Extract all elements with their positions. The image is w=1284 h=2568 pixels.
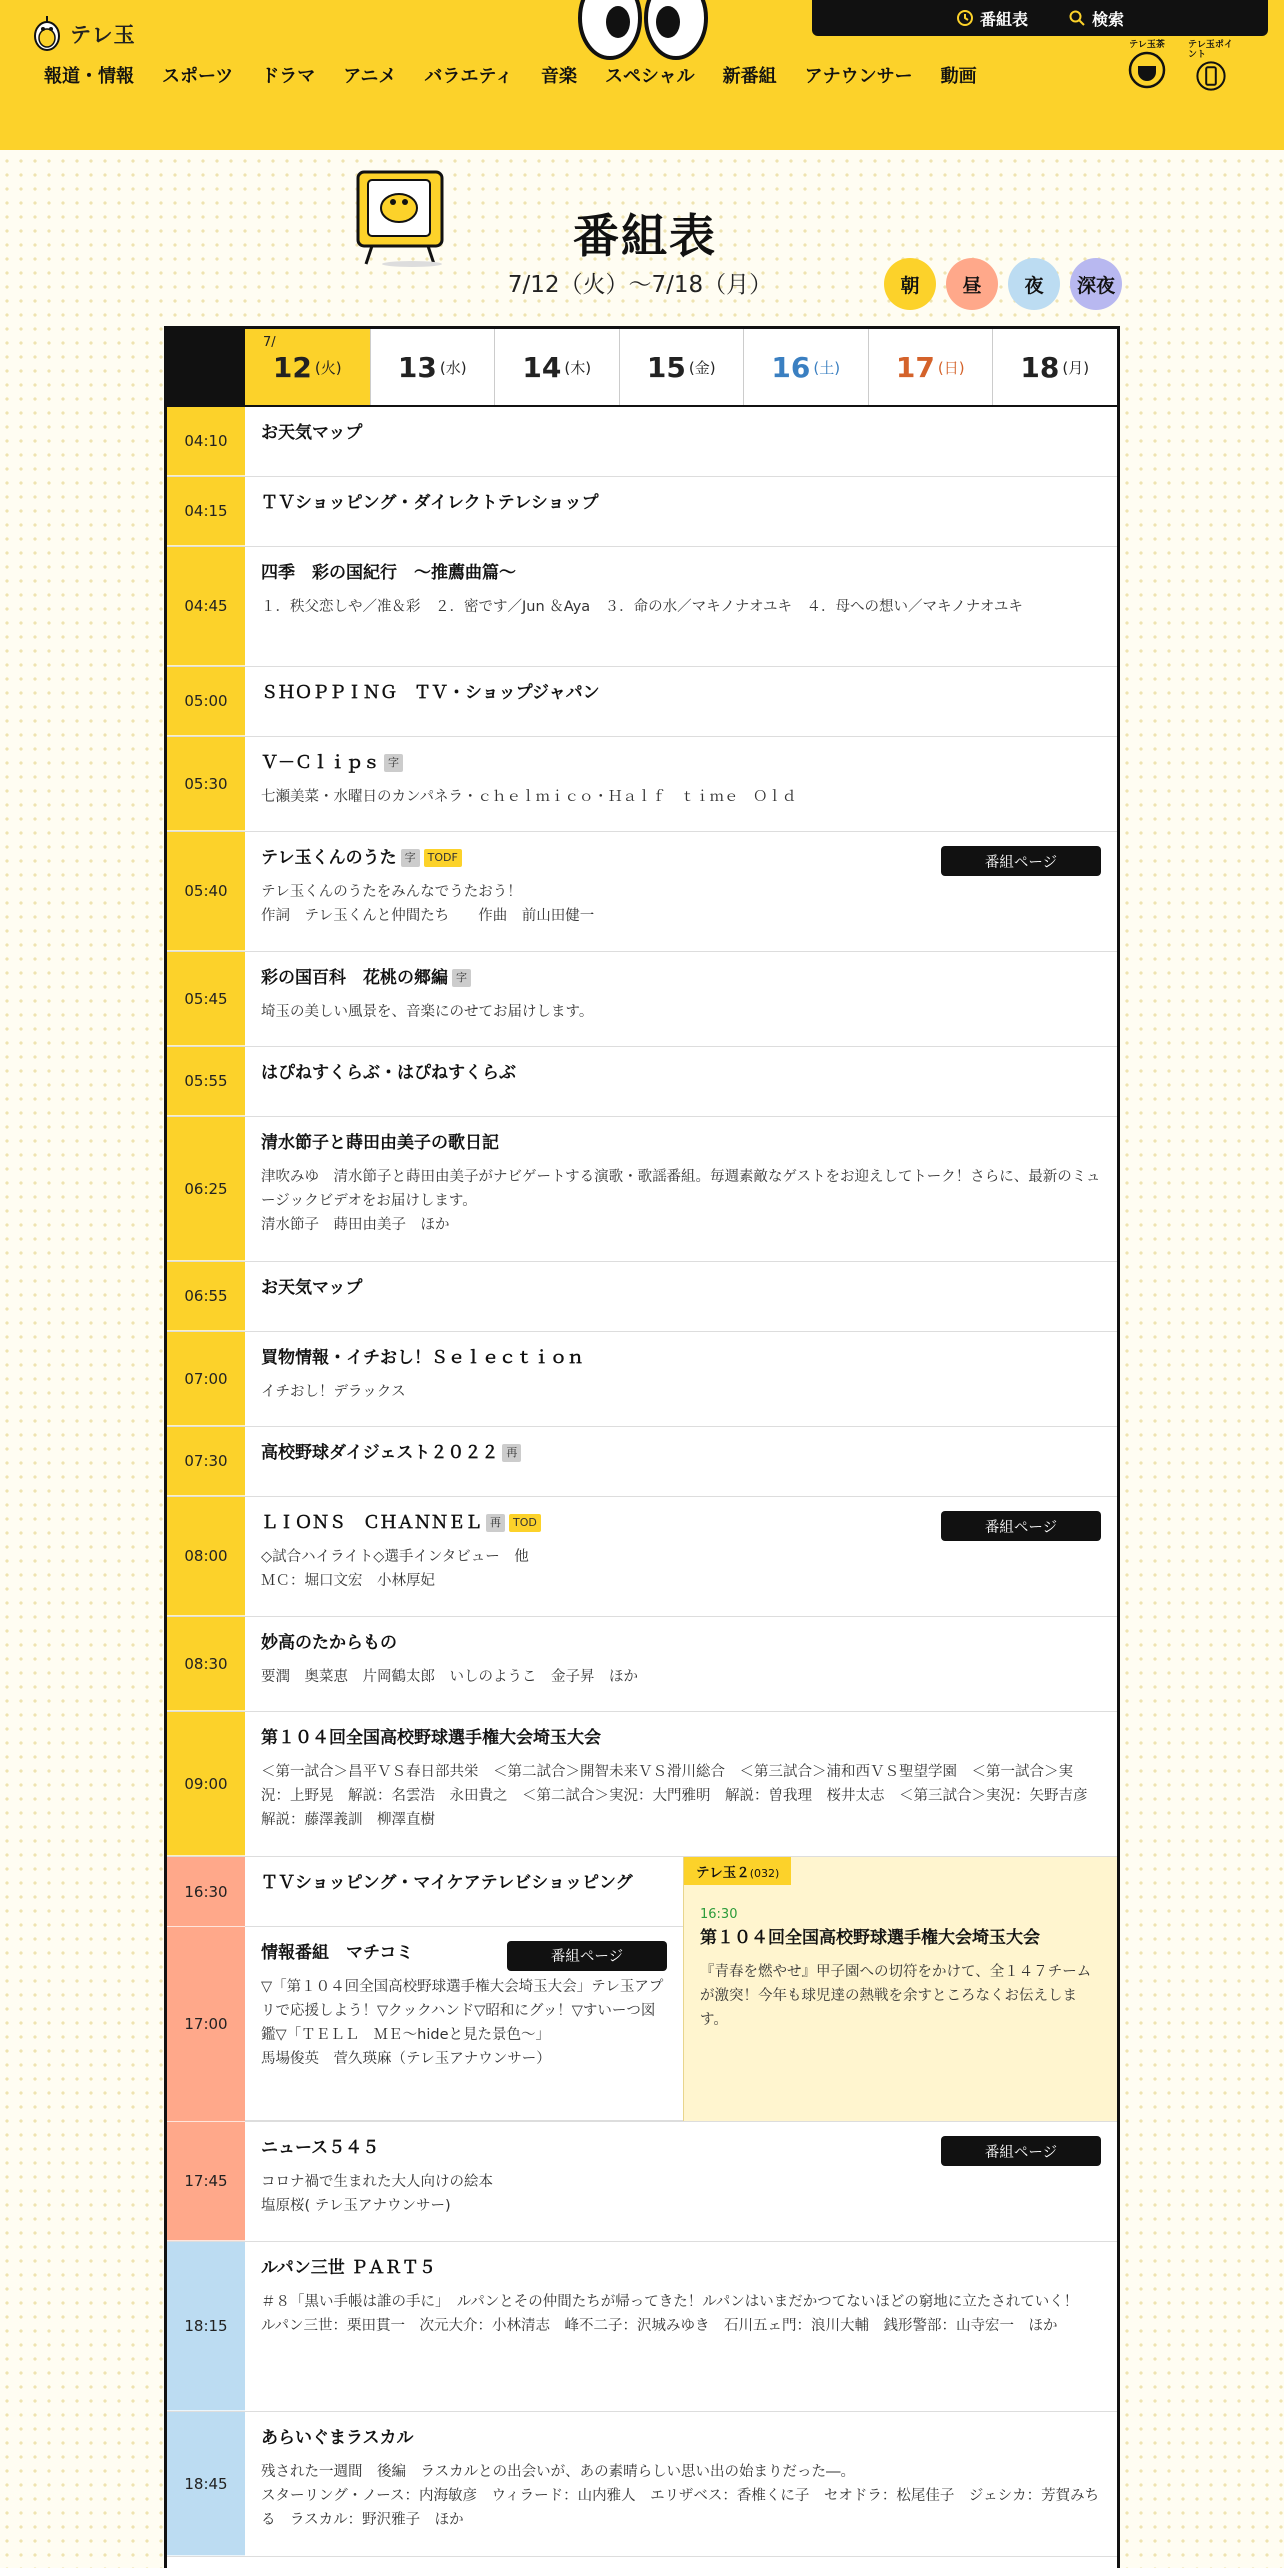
program-title[interactable]: [261, 751, 1101, 775]
program-row: [167, 1117, 1117, 1262]
tv-mascot-icon: [352, 168, 456, 268]
nav-item-news[interactable]: 報道・情報: [44, 66, 134, 87]
nav-item-special[interactable]: スペシャル: [604, 66, 695, 87]
day-tab-weekday: (日): [937, 358, 965, 377]
header-zigzag-edge: [0, 128, 1284, 148]
program-cell: [245, 832, 1117, 951]
date-range: 7/12（火）〜7/18（月）: [507, 272, 773, 298]
tele-tama-mascot-icon: [30, 14, 64, 54]
program-cell: [245, 952, 1117, 1046]
sub-channel-badge: [684, 1857, 791, 1885]
rerun-badge: 再: [486, 1514, 505, 1532]
program-description: １．秩父恋しや／准＆彩 ２．密です／Jun ＆Aya ３．命の水／マキノナオユキ ４．母への想い／マキノナオユキ: [261, 599, 1023, 615]
program-row: [167, 1262, 1117, 1332]
sub-program-time: 16:30: [700, 1907, 738, 1922]
search-link-label: 検索: [1092, 9, 1125, 29]
time-slot: 04:45: [167, 547, 245, 666]
day-tab-weekday: (水): [439, 358, 467, 377]
time-slot: 06:55: [167, 1262, 245, 1331]
sub-channel-column[interactable]: [683, 1857, 1117, 2121]
day-tab-13[interactable]: [370, 329, 495, 405]
nav-item-drama[interactable]: ドラマ: [261, 66, 316, 87]
search-icon: [1068, 9, 1086, 27]
program-title[interactable]: [261, 1276, 1101, 1300]
program-page-button[interactable]: 番組ページ: [941, 846, 1101, 876]
subtitle-badge: 字: [384, 754, 403, 772]
time-slot: 09:00: [167, 1712, 245, 1856]
program-title[interactable]: [261, 1346, 1101, 1370]
program-row: [167, 1617, 1117, 1712]
day-tab-16[interactable]: [743, 329, 868, 405]
program-cell: [245, 1857, 683, 1927]
nav-item-variety[interactable]: バラエティ: [424, 66, 513, 87]
subtitle-badge: 字: [452, 969, 471, 987]
program-title-text: 四季 彩の国紀行 ～推薦曲篇～: [261, 563, 516, 583]
day-tab-number: 12: [272, 350, 312, 384]
program-cell: [245, 1117, 1117, 1261]
day-tabs-corner: [167, 329, 245, 405]
program-cell: [245, 667, 1117, 736]
program-row: [167, 1332, 1117, 1427]
split-channel-row: [245, 1857, 1117, 2121]
day-tab-weekday: (土): [813, 358, 841, 377]
program-cell: [245, 477, 1117, 546]
day-tab-12[interactable]: [245, 329, 370, 405]
tele-tama-point-caption: テレ玉ポイント: [1188, 40, 1233, 60]
time-of-day-filters: [884, 258, 1122, 310]
nav-item-announcers[interactable]: アナウンサー: [804, 66, 913, 87]
top-utility-bar: [812, 0, 1268, 36]
day-tab-weekday: (木): [564, 358, 592, 377]
program-title-text: テレ玉くんのうた: [261, 848, 397, 868]
program-title-text: 妙高のたからもの: [261, 1633, 397, 1653]
sub-program-title[interactable]: 第１０４回全国高校野球選手権大会埼玉大会: [700, 1928, 1040, 1948]
logo-text: テレ玉: [70, 23, 136, 47]
program-row: [167, 1427, 1117, 1497]
nav-item-music[interactable]: 音楽: [540, 66, 577, 87]
program-title-text: はぴねすくらぶ・はぴねすくらぶ: [261, 1063, 516, 1083]
time-slot: 07:00: [167, 1332, 245, 1426]
program-cell: [245, 1427, 1117, 1496]
tele-tama-point-link[interactable]: [1188, 40, 1234, 92]
program-cell: [245, 1712, 1117, 1856]
sub-channel-name: テレ玉２: [696, 1865, 750, 1881]
program-title-text: お天気マップ: [261, 423, 363, 443]
program-row: [167, 547, 1117, 667]
program-title-text: 第１０４回全国高校野球選手権大会埼玉大会: [261, 1728, 601, 1748]
nav-item-video[interactable]: 動画: [940, 66, 977, 87]
program-title[interactable]: [261, 1871, 667, 1895]
day-tab-14[interactable]: [494, 329, 619, 405]
program-description: コロナ禍で生まれた大人向けの絵本 塩原桜( テレ玉アナウンサー): [261, 2174, 493, 2214]
program-cell: [245, 2242, 1117, 2411]
program-row: [167, 2412, 1117, 2557]
program-title-text: ルパン三世 ＰＡＲＴ５: [261, 2258, 436, 2278]
program-cell: [245, 1497, 1117, 1616]
program-page-button[interactable]: 番組ページ: [507, 1941, 667, 1971]
program-row: [167, 737, 1117, 832]
program-title-text: ＴＶショッピング・ダイレクトテレショップ: [261, 493, 599, 513]
site-logo[interactable]: [30, 14, 136, 54]
schedule-link-label: 番組表: [979, 9, 1028, 29]
day-tabs: [167, 329, 1117, 407]
smartphone-icon: [1191, 60, 1231, 92]
day-tab-number: 14: [522, 350, 562, 384]
schedule-link[interactable]: [956, 7, 1028, 30]
day-tab-15[interactable]: [619, 329, 744, 405]
filter-morning-button[interactable]: 朝: [884, 258, 936, 310]
program-title-text: ＳＨＯＰＰＩＮＧ ＴＶ・ショップジャパン: [261, 683, 600, 703]
time-slot: 05:00: [167, 667, 245, 736]
program-title-text: Ｖ－Ｃｌｉｐｓ: [261, 753, 380, 773]
nav-item-new-programs[interactable]: 新番組: [722, 66, 777, 87]
day-tab-number: 13: [397, 350, 437, 384]
main-channel-column: [245, 1857, 683, 2121]
program-description: イチおし！デラックス: [261, 1384, 406, 1400]
program-description: 七瀬美菜・水曜日のカンパネラ・ｃｈｅｌｍｉｃｏ・Ｈａｌｆ ｔｉｍｅ Ｏｌｄ: [261, 789, 797, 805]
program-cell: [245, 2412, 1117, 2556]
nav-item-anime[interactable]: アニメ: [343, 66, 397, 87]
program-row: [167, 952, 1117, 1047]
program-description: 残された一週間 後編 ラスカルとの出会いが、あの素晴らしい思い出の始まりだった―。 スターリング・ノース：内海敏彦 ウィラード：山内雅人 エリザベス：香椎くに子 セオドラ：松尾佳子 ジェシカ：芳賀みちる ラスカル：野沢雅子 ほか: [261, 2464, 1100, 2528]
day-tab-number: 16: [771, 350, 811, 384]
program-title-text: ＬＩＯＮＳ ＣＨＡＮＮＥＬ: [261, 1513, 482, 1533]
program-cell: [245, 1262, 1117, 1331]
program-title[interactable]: [261, 491, 1101, 515]
nav-icon-group: [1124, 40, 1234, 92]
program-row: [167, 1857, 1117, 2122]
program-description: テレ玉くんのうたをみんなでうたおう！ 作詞 テレ玉くんと仲間たち 作曲 前山田健一: [261, 884, 595, 924]
day-tab-18[interactable]: [992, 329, 1117, 405]
nav-item-sports[interactable]: スポーツ: [162, 66, 234, 87]
program-title[interactable]: [261, 1131, 1101, 1155]
program-title-text: あらいぐまラスカル: [261, 2428, 414, 2448]
program-cell: [245, 1047, 1117, 1116]
program-title-text: 清水節子と蒔田由美子の歌日記: [261, 1133, 499, 1153]
time-slot: 04:15: [167, 477, 245, 546]
page-title: 番組表: [573, 209, 717, 263]
program-description: 津吹みゆ 清水節子と蒔田由美子がナビゲートする演歌・歌謡番組。毎週素敵なゲストをお迎えしてトーク！さらに、最新のミュージックビデオをお届けします。 清水節子 蒔田由美子 ほか: [261, 1169, 1101, 1233]
time-slot: 16:30: [167, 1857, 245, 1927]
time-slot: 04:10: [167, 407, 245, 476]
time-slot: 05:30: [167, 737, 245, 831]
time-slot: 05:45: [167, 952, 245, 1046]
program-row: [167, 1497, 1117, 1617]
mascot-eyes-icon: [568, 0, 718, 62]
tea-cup-icon: [1127, 50, 1167, 90]
search-link[interactable]: [1068, 7, 1124, 30]
program-title[interactable]: [261, 681, 1101, 705]
program-description: ▽「第１０４回全国高校野球選手権大会埼玉大会」テレ玉アプリで応援しよう！▽クックハンド▽昭和にグッ！▽すいーつ図鑑▽「ＴＥＬＬ ＭＥ～hideと見た景色～」 馬場俊英 菅久瑛麻（テレ玉アナウンサー）: [261, 1978, 664, 2067]
program-cell: [245, 2122, 1117, 2241]
time-slot: 05:40: [167, 832, 245, 951]
time-column: [167, 1857, 245, 2121]
time-slot: 18:15: [167, 2242, 245, 2411]
time-slot: 08:00: [167, 1497, 245, 1616]
tod-badge: TODF: [424, 849, 462, 867]
program-title[interactable]: [261, 2426, 1101, 2450]
program-title-text: お天気マップ: [261, 1278, 363, 1298]
day-tab-weekday: (金): [688, 358, 716, 377]
day-tab-weekday: (月): [1062, 358, 1090, 377]
day-tab-weekday: (火): [314, 358, 342, 377]
schedule-table: [164, 326, 1120, 2568]
program-page-button[interactable]: 番組ページ: [941, 1511, 1101, 1541]
program-cell: [245, 547, 1117, 666]
time-slot: 17:45: [167, 2122, 245, 2241]
program-description: ＜第一試合＞昌平ＶＳ春日部共栄 ＜第二試合＞開智未来ＶＳ滑川総合 ＜第三試合＞浦和西ＶＳ聖望学園 ＜第一試合＞実況：上野晃 解説：名雲浩 永田貴之 ＜第二試合＞実況：大門雅明 解説：曽我理 桜井太志 ＜第三試合＞実況：矢野吉彦 解説：藤澤義訓 柳澤直樹: [261, 1764, 1102, 1828]
rerun-badge: 再: [502, 1444, 521, 1462]
program-row: [167, 407, 1117, 477]
program-description: 埼玉の美しい風景を、音楽にのせてお届けします。: [261, 1004, 594, 1020]
subtitle-badge: 字: [401, 849, 420, 867]
site-header: [0, 0, 1284, 150]
program-title-text: 彩の国百科 花桃の郷編: [261, 968, 448, 988]
time-slot: 08:30: [167, 1617, 245, 1711]
program-title-text: 買物情報・イチおし！Ｓｅｌｅｃｔｉｏｎ: [261, 1348, 584, 1368]
program-cell: [245, 1332, 1117, 1426]
filter-daytime-button[interactable]: 昼: [946, 258, 998, 310]
program-title[interactable]: [261, 1061, 1101, 1085]
day-tab-number: 15: [646, 350, 686, 384]
program-row: [167, 667, 1117, 737]
program-title[interactable]: [261, 966, 1101, 990]
program-cell: [245, 1927, 683, 2121]
sub-program-description: 『青春を燃やせ』甲子園への切符をかけて、全１４７チームが激突！今年も球児達の熱戦を余すところなくお伝えします。: [700, 1964, 1092, 2028]
program-row: [167, 2242, 1117, 2412]
program-title[interactable]: [261, 421, 1101, 445]
main-nav: [30, 62, 991, 88]
program-title[interactable]: [261, 1441, 1101, 1465]
program-title[interactable]: [261, 561, 1101, 585]
program-title[interactable]: [261, 1631, 1101, 1655]
program-description: ＃８「黒い手帳は誰の手に」 ルパンとその仲間たちが帰ってきた！ルパンはいまだかつてないほどの窮地に立たされていく！ ルパン三世：栗田貫一 次元大介：小林清志 峰不二子：沢城みゆき 石川五ェ門：浪川大輔 銭形警部：山寺宏一 ほか: [261, 2294, 1079, 2334]
program-page-button[interactable]: 番組ページ: [941, 2136, 1101, 2166]
program-title[interactable]: [261, 2256, 1101, 2280]
program-row: [167, 832, 1117, 952]
filter-night-button[interactable]: 夜: [1008, 258, 1060, 310]
filter-late-night-button[interactable]: 深夜: [1070, 258, 1122, 310]
day-tab-month: 7/: [263, 335, 276, 350]
day-tab-number: 17: [895, 350, 935, 384]
tod-badge: TOD: [509, 1514, 541, 1532]
sub-channel-number: (032): [749, 1867, 780, 1880]
program-title-text: ニュース５４５: [261, 2138, 380, 2158]
program-description: 要潤 奥菜恵 片岡鶴太郎 いしのようこ 金子昇 ほか: [261, 1669, 638, 1685]
time-slot: 05:55: [167, 1047, 245, 1116]
clock-icon: [956, 9, 974, 27]
tele-tama-cha-link[interactable]: [1124, 40, 1170, 92]
day-tab-17[interactable]: [868, 329, 993, 405]
tele-tama-cha-caption: テレ玉茶: [1129, 40, 1165, 50]
time-slot: 07:30: [167, 1427, 245, 1496]
program-row: [167, 477, 1117, 547]
time-slot: 18:45: [167, 2412, 245, 2556]
program-row: [167, 1047, 1117, 1117]
program-cell: [245, 1617, 1117, 1711]
program-title-text: 情報番組 マチコミ: [261, 1942, 414, 1963]
program-title-text: 高校野球ダイジェスト２０２２: [261, 1443, 499, 1463]
program-row: [167, 1712, 1117, 1857]
program-description: ◇試合ハイライト◇選手インタビュー 他 ＭＣ：堀口文宏 小林厚妃: [261, 1549, 529, 1589]
program-title-text: ＴＶショッピング・マイケアテレビショッピング: [261, 1873, 633, 1893]
day-tab-number: 18: [1020, 350, 1060, 384]
time-slot: 06:25: [167, 1117, 245, 1261]
time-slot: 17:00: [167, 1927, 245, 2122]
program-title[interactable]: [261, 1726, 1101, 1750]
program-row: [167, 2122, 1117, 2242]
program-cell: [245, 737, 1117, 831]
program-cell: [245, 407, 1117, 476]
